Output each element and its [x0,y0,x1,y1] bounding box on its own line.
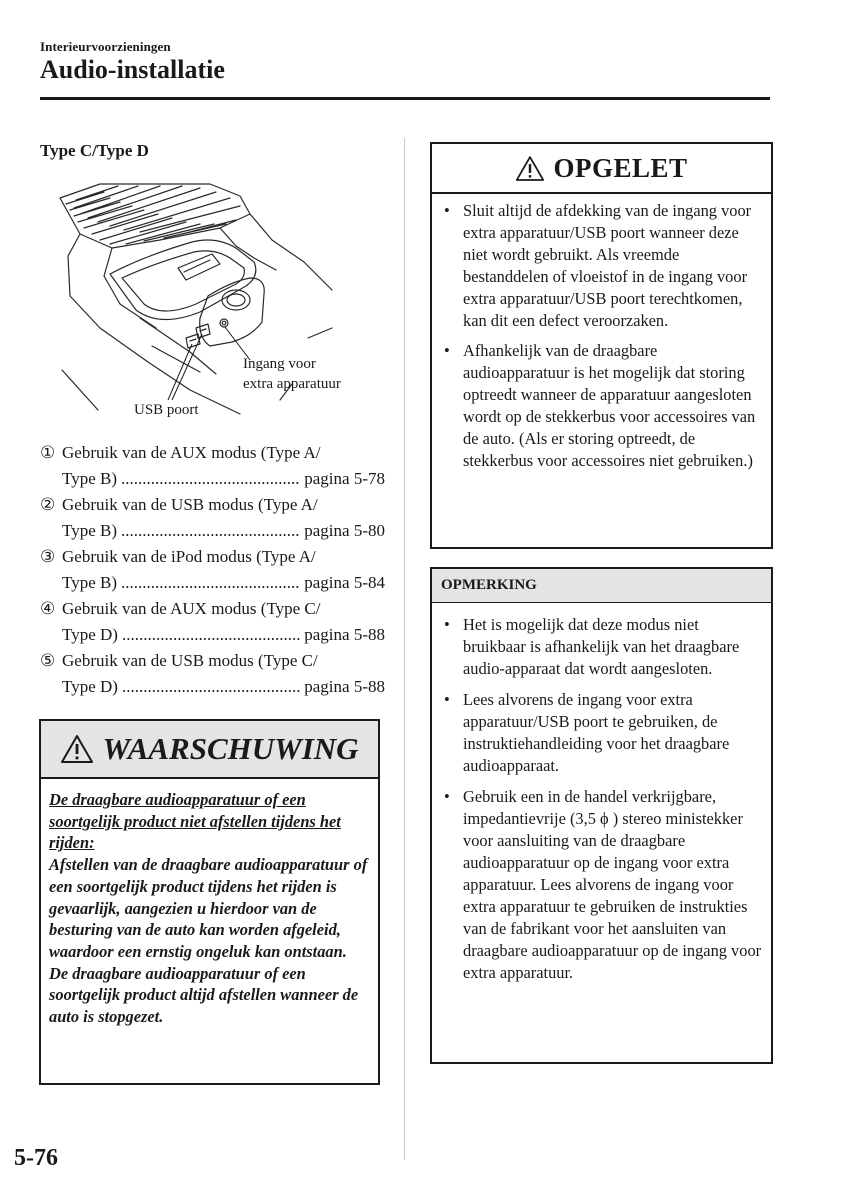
reference-type: Type B) [62,521,117,540]
leader-dots [121,570,300,596]
subheading: Type C/Type D [40,141,149,160]
header-rule [40,97,770,100]
note-box [430,567,773,1064]
reference-item [40,440,385,492]
console-illustration [40,178,370,430]
reference-type: Type B) [62,573,117,592]
bullet-icon: • [444,201,450,220]
warning-box [39,719,380,1085]
reference-item [40,596,385,648]
warning-text: Afstellen van de draagbare audioapparatuur of een soortgelijk product tijdens het rijden is gevaarlijk, aangezien u hierdoor van de besturing van de auto kan worden afgeleid, waardoor een ernstig ongeluk kan ontstaan. De draagbare audioapparatuur of een soortgelijk product altijd afstellen wanneer de auto is stopgezet. [49,855,368,1027]
list-item [432,200,765,332]
reference-page[interactable]: pagina 5-78 [304,469,385,488]
bullet-icon: • [444,787,450,806]
reference-text: Gebruik van de AUX modus (Type A/ [62,443,321,462]
leader-dots [122,674,300,700]
list-item [432,786,765,984]
reference-type: Type B) [62,469,117,488]
reference-item [40,492,385,544]
caution-list [432,194,771,472]
list-item [432,689,765,777]
list-item-text: Sluit altijd de afdekking van de ingang voor extra apparatuur/USB poort wanneer deze niet wordt gebruikt. Als vreemde bestanddelen of vloeistof in de ingang voor extra apparatuur/USB poort terechtkomen, kan dit een defect veroorzaken. [463,201,752,330]
warning-title: WAARSCHUWING [102,731,359,766]
reference-number: ③ [40,547,56,566]
reference-type: Type D) [62,625,118,644]
reference-item [40,544,385,596]
list-item [432,340,765,472]
list-item-text: Lees alvorens de ingang voor extra apparatuur/USB poort te gebruiken, de instruktiehandleiding voor het draagbare audioapparaat. [463,690,730,775]
reference-text: Gebruik van de AUX modus (Type C/ [62,599,321,618]
aux-input-label-line1: Ingang voor [243,356,316,372]
list-item-text: Gebruik een in de handel verkrijgbare, impedantievrije (3,5 ϕ ) stereo ministekker voor aansluiting van de draagbare audioapparatuur op de ingang voor extra apparatuur. Lees alvorens de ingang voor extra apparatuur te gebruiken de instrukties van de fabrikant voor het aansluiten van draagbare audioapparatuur op de ingang voor extra apparatuur. [463,787,762,982]
reference-number: ② [40,495,56,514]
reference-text: Gebruik van de USB modus (Type A/ [62,495,318,514]
caution-box [430,142,773,549]
warning-triangle-icon [60,734,94,764]
caution-header [432,144,771,194]
reference-page[interactable]: pagina 5-80 [304,521,385,540]
reference-list [40,440,385,700]
reference-page[interactable]: pagina 5-84 [304,573,385,592]
warning-header [41,721,378,779]
leader-dots [122,622,300,648]
reference-number: ⑤ [40,651,56,670]
page-title: Audio-installatie [40,55,225,84]
warning-heading: De draagbare audioapparatuur of een soortgelijk product niet afstellen tijdens het rijden: [49,790,341,853]
leader-dots [121,518,300,544]
caution-title: OPGELET [553,152,688,183]
reference-number: ① [40,443,56,462]
list-item-text: Afhankelijk van de draagbare audioapparatuur is het mogelijk dat storing optreedt wanneer de apparatuur aangesloten wordt op de stekkerbus voor accessoires van de auto. (Als er storing optreedt, de stekkerbus voor accessoires niet gebruiken.) [463,341,756,470]
page-number: 5-76 [14,1145,58,1171]
bullet-icon: • [444,690,450,709]
reference-number: ④ [40,599,56,618]
reference-text: Gebruik van de iPod modus (Type A/ [62,547,316,566]
warning-triangle-icon [515,155,545,182]
reference-page[interactable]: pagina 5-88 [304,677,385,696]
reference-page[interactable]: pagina 5-88 [304,625,385,644]
warning-body [41,779,378,1028]
bullet-icon: • [444,341,450,360]
note-title: OPMERKING [432,569,771,603]
aux-input-label-line2: extra apparatuur [243,376,341,392]
list-item-text: Het is mogelijk dat deze modus niet bruikbaar is afhankelijk van het draagbare audio-apparaat dat wordt aangesloten. [463,615,740,678]
column-divider [404,138,405,1160]
section-label: Interieurvoorzieningen [40,39,171,54]
leader-dots [121,466,300,492]
bullet-icon: • [444,615,450,634]
usb-port-label: USB poort [134,402,199,418]
reference-type: Type D) [62,677,118,696]
reference-text: Gebruik van de USB modus (Type C/ [62,651,318,670]
list-item [432,614,765,680]
note-list [432,603,771,984]
reference-item [40,648,385,700]
